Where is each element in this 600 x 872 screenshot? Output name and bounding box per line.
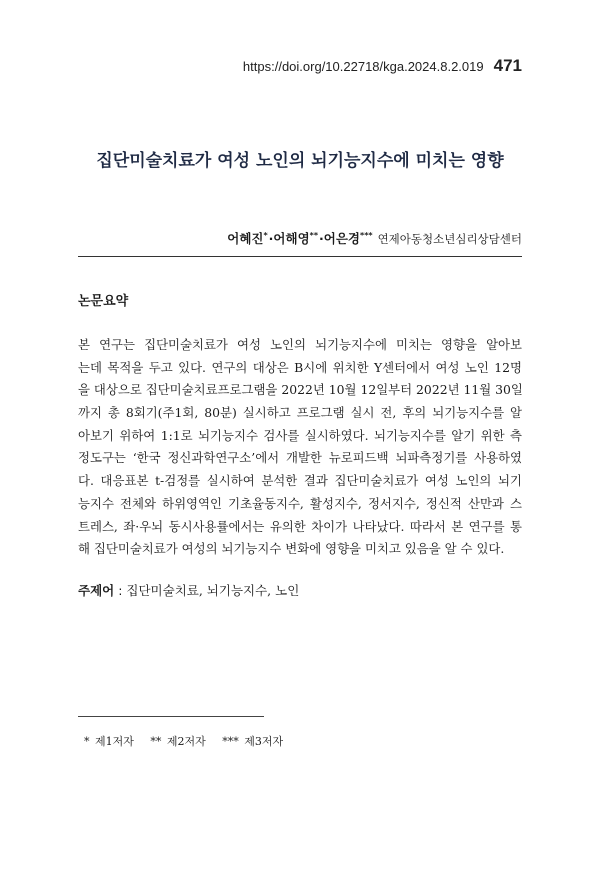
doi-link[interactable]: https://doi.org/10.22718/kga.2024.8.2.019 [242,59,484,74]
author-separator: · [319,231,324,246]
keywords-value: 집단미술치료, 뇌기능지수, 노인 [126,583,300,598]
page-number: 471 [493,56,522,75]
author-mark: *** [360,230,373,240]
keywords [78,581,299,599]
abstract-body [78,334,522,561]
abstract-line: 트레스, 좌·우뇌 동시사용률에서는 유의한 차이가 나타났다. 따라서 본 연구를 통 [78,518,522,534]
title-divider [78,256,522,257]
abstract-line: 아보기 위하여 1:1로 뇌기능지수 검사를 실시하였다. 뇌기능지수를 알기 위한 측 [78,427,522,443]
abstract-heading: 논문요약 [78,294,129,309]
abstract-line: 는데 목적을 두고 있다. 연구의 대상은 B시에 위치한 Y센터에서 여성 노인 12명 [78,359,522,375]
author-mark: ** [309,230,319,240]
abstract-line: 정도구는 ‘한국 정신과학연구소’에서 개발한 뉴로피드백 뇌파측정기를 사용하였 [78,450,522,466]
affiliation: 연제아동청소년심리상담센터 [377,232,522,246]
paper-title: 집단미술치료가 여성 노인의 뇌기능지수에 미치는 영향 [96,151,504,171]
footnote-divider [78,716,264,717]
keywords-separator: : [114,583,127,598]
page-header [243,56,522,76]
abstract-line: 다. 대응표본 t-검정를 실시하여 분석한 결과 집단미술치료가 여성 노인의 뇌기 [78,473,522,489]
author-name: 어혜진 [227,231,264,246]
abstract-line: 까지 총 8회기(주1회, 80분) 실시하고 프로그램 실시 전, 후의 뇌기능지수를 알 [78,405,522,421]
author-separator: · [268,231,274,246]
author-name: 어은경 [323,231,361,246]
abstract-line: 해 집단미술치료가 여성의 뇌기능지수 변화에 영향을 미치고 있음을 알 수 있다. [78,541,505,557]
keywords-label: 주제어 [78,583,115,598]
abstract-line: 본 연구는 집단미술치료가 여성 노인의 뇌기능지수에 미치는 영향을 알아보 [78,337,522,352]
footnote: * 제1저자 ** 제2저자 *** 제3저자 [84,735,284,748]
author-name: 어해영 [273,231,310,246]
abstract-line: 을 대상으로 집단미술치료프로그램을 2022년 10월 12일부터 2022년 11월 30일 [78,382,523,398]
abstract-line: 능지수 전체와 하위영역인 기초율동지수, 활성지수, 정서지수, 정신적 산만과 스 [78,495,522,511]
author-mark: * [263,230,268,240]
author-line [227,229,522,247]
